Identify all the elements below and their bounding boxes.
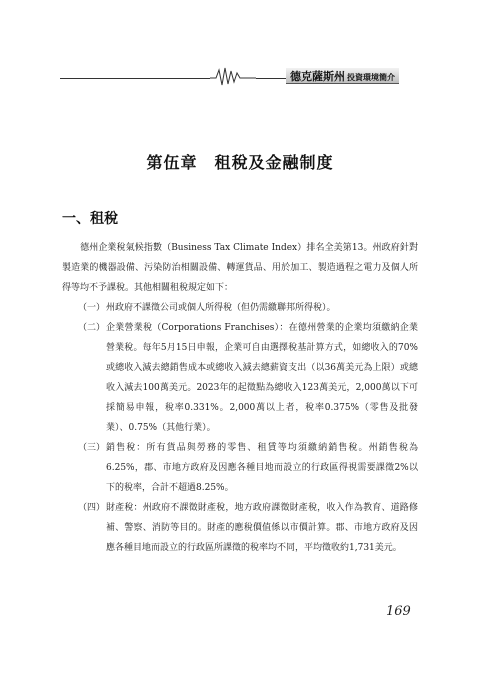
header-title-sub: 投資環境簡介 bbox=[347, 73, 395, 82]
intro-paragraph bbox=[62, 238, 418, 298]
list-item-text: 企業營業稅（Corporations Franchises）：在德州營業的企業均須繳納企業營 bbox=[106, 323, 418, 353]
list-item-number: （三） bbox=[78, 443, 106, 453]
list-item-number: （一） bbox=[78, 303, 106, 313]
list-item bbox=[78, 318, 418, 438]
list-item bbox=[78, 498, 418, 558]
heartbeat-wave-icon bbox=[210, 65, 256, 87]
page-number: 169 bbox=[386, 604, 411, 619]
list-item-text-continued: 業稅。每年5月15日申報，企業可自由選擇稅基計算方式，如總收入的70%或總收入減去總銷售成本或總收入減去總薪資支出（以36萬美元為上限）或總收入減去100萬美元。2023年的起徵點為總收入123萬美元，2,000萬以下可採簡易申報，稅率0.331%。2,000萬以上者，稅率0.375%（零售及批發業）、0.75%（其他行業）。 bbox=[106, 343, 418, 433]
intro-text: 德州企業稅氣候指數（Business Tax Climate Index）排名全美第13。州政府針對製造業的機器設備、污染防治相關設備、轉運貨品、用於加工、製造過程之電力及個人所得等均不予課稅。其他相關租稅規定如下： bbox=[62, 243, 418, 293]
header-tag bbox=[286, 68, 399, 84]
list-item-text: 財產稅：州政府不課徵財產稅，地方政府課徵財產稅，收入作為教育、道路修補、警察、消防等目的。財產的應稅價值係以市價計算。郡、市地方政府及因應各種目地而設立的行政區所課徵的稅率均不同，平均徵收約1,731美元。 bbox=[106, 503, 418, 553]
chapter-title: 第伍章 租稅及金融制度 bbox=[146, 153, 334, 172]
header-title-main: 德克薩斯州 bbox=[290, 70, 345, 83]
list-item-number: （四） bbox=[78, 503, 106, 513]
running-header bbox=[60, 64, 410, 86]
list-item-number: （二） bbox=[78, 323, 106, 333]
list-item-body bbox=[106, 318, 418, 438]
list-item bbox=[78, 438, 418, 498]
list-item-text: 銷售稅：所有貨品與勞務的零售、租賃等均須繳納銷售稅。州銷售稅為6.25%，郡、市地方政府及因應各種目地而設立的行政區得視需要課徵2%以下的稅率，合計不超過8.25%。 bbox=[106, 443, 418, 493]
header-rule-left bbox=[60, 78, 210, 79]
list-item-text: 州政府不課徵公司或個人所得稅（但仍需繳聯邦所得稅）。 bbox=[106, 303, 336, 313]
header-rule-right bbox=[256, 78, 286, 79]
list-item bbox=[78, 298, 418, 318]
section-heading: 一、租稅 bbox=[62, 211, 118, 227]
